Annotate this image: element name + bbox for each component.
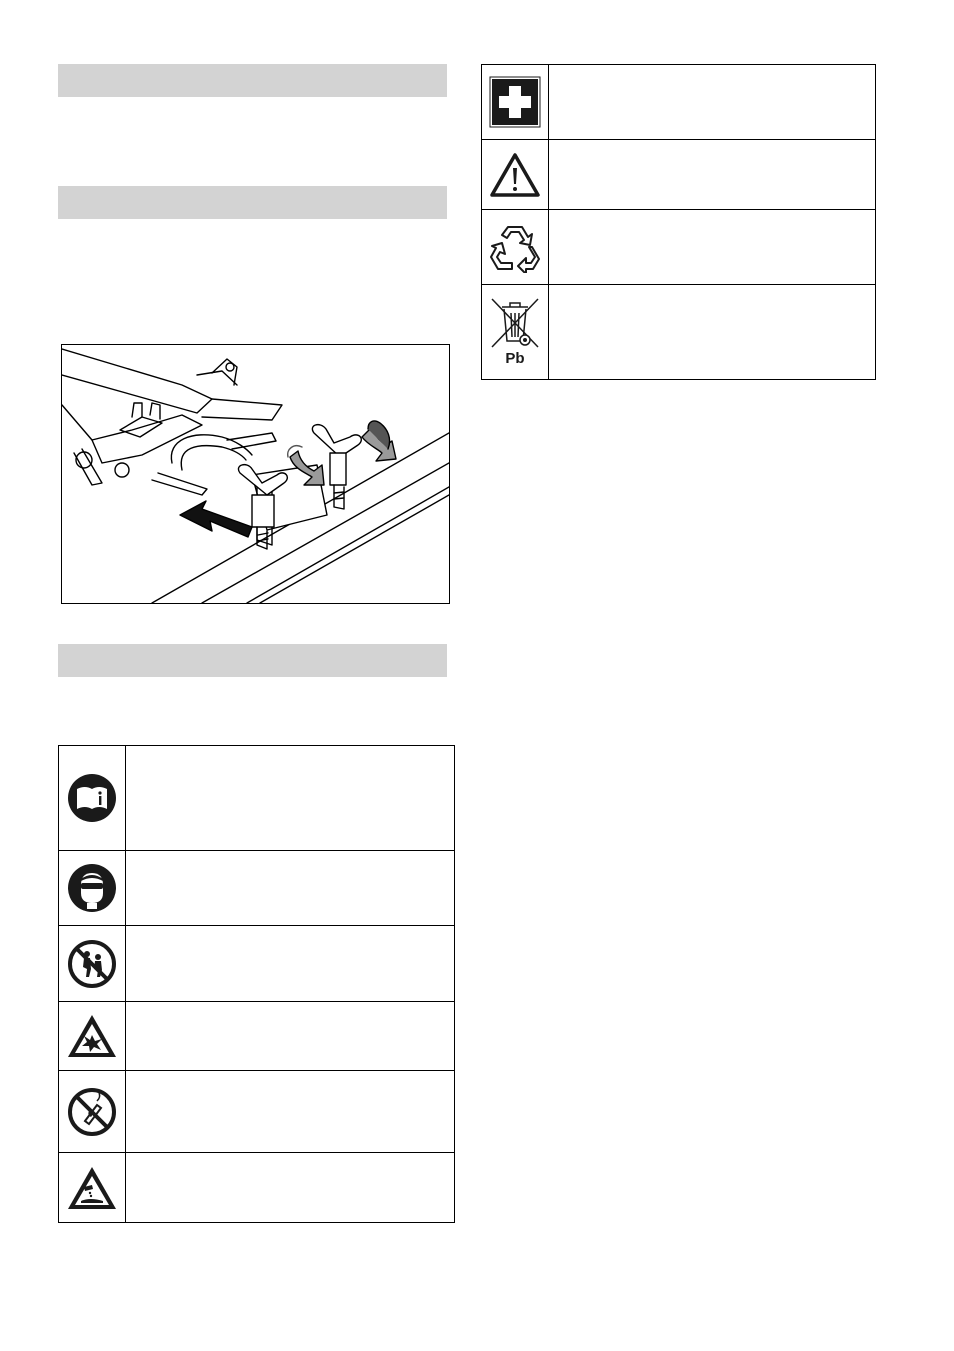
symbol-row: [59, 746, 455, 851]
symbol-row: [59, 1071, 455, 1153]
symbol-description: [126, 746, 455, 851]
disposal-symbols-table: [481, 64, 876, 380]
keep-children-away-icon: [67, 939, 117, 989]
symbol-description: [549, 210, 876, 285]
symbol-description: [549, 285, 876, 380]
corrosive-acid-icon: [66, 1165, 118, 1211]
symbol-row: [59, 851, 455, 926]
symbol-row: [482, 65, 876, 140]
wear-eye-protection-icon: [67, 863, 117, 913]
symbol-row: [59, 1153, 455, 1223]
section-heading-1: [58, 64, 447, 97]
warning-icon: [489, 152, 541, 198]
symbol-row: [482, 285, 876, 380]
no-smoking-no-fire-icon: [67, 1087, 117, 1137]
first-aid-icon: [489, 76, 541, 128]
symbol-row: [482, 140, 876, 210]
section-heading-2: [58, 186, 447, 219]
section-heading-3: [58, 644, 447, 677]
pb-label: Pb: [505, 350, 525, 367]
hose-coupling-mounting-illustration: [62, 345, 449, 603]
symbol-description: [549, 65, 876, 140]
symbol-description: [126, 1071, 455, 1153]
symbol-row: [482, 210, 876, 285]
explosion-hazard-icon: [66, 1013, 118, 1059]
symbol-description: [126, 851, 455, 926]
safety-symbols-table: [58, 745, 455, 1223]
symbol-description: [549, 140, 876, 210]
recycling-icon: [488, 221, 542, 273]
symbol-description: [126, 1153, 455, 1223]
symbol-row: [59, 926, 455, 1002]
symbol-description: [126, 926, 455, 1002]
crossed-bin-pb-icon: [486, 295, 544, 369]
read-manual-icon: [67, 773, 117, 823]
hose-coupling-figure: [61, 344, 450, 604]
symbol-row: [59, 1002, 455, 1071]
symbol-description: [126, 1002, 455, 1071]
